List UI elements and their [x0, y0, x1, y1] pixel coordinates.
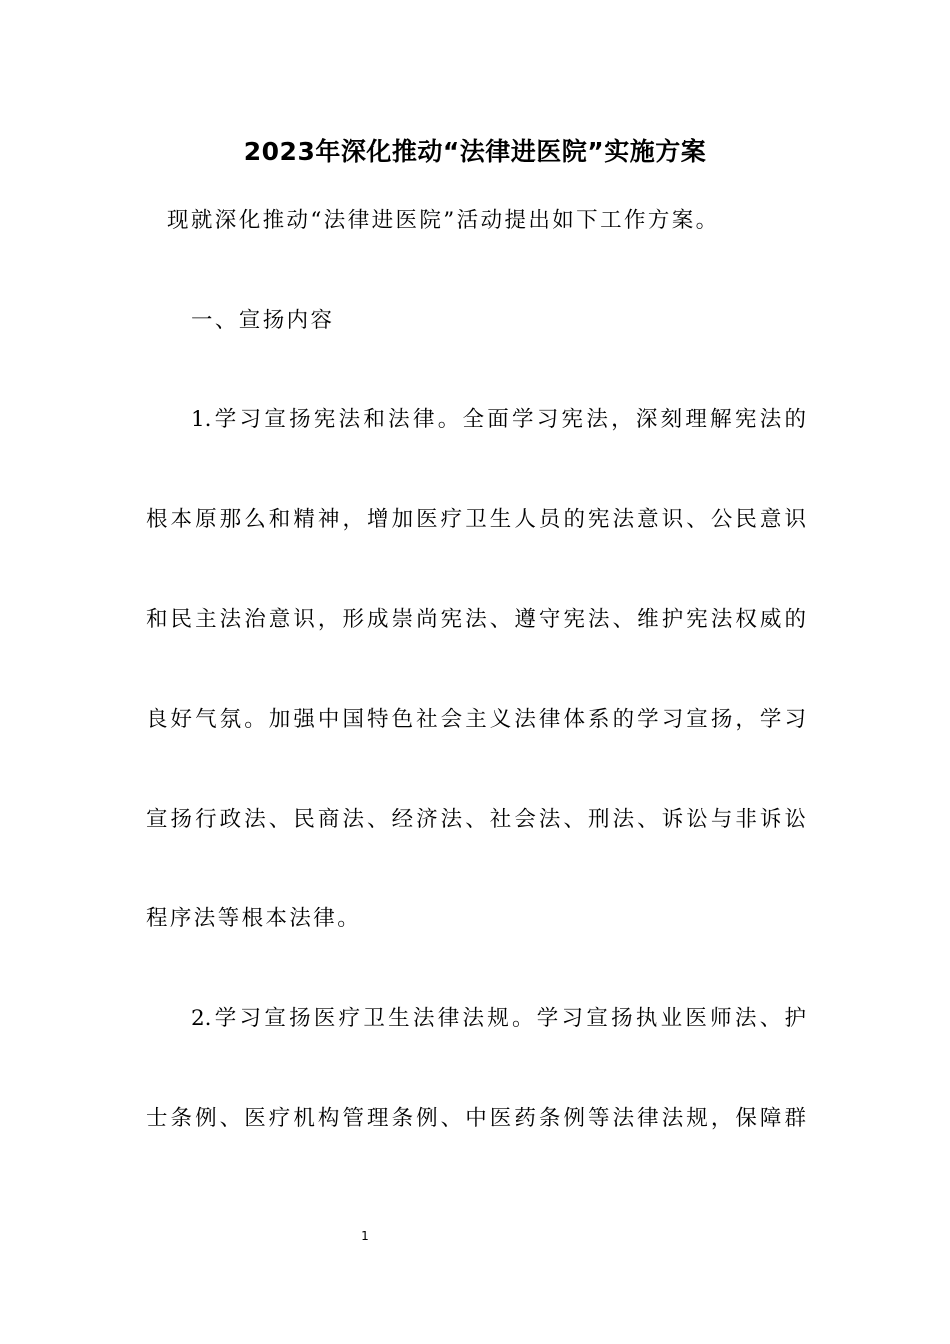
para1-line-5: 宣扬行政法、民商法、经济法、社会法、刑法、诉讼与非诉讼 — [146, 807, 806, 832]
para1-line-4: 良好气氛。加强中国特色社会主义法律体系的学习宣扬，学习 — [146, 707, 806, 732]
para1-line-3: 和民主法治意识，形成崇尚宪法、遵守宪法、维护宪法权威的 — [146, 607, 806, 632]
document-title: 2023年深化推动“法律进医院”实施方案 — [243, 137, 707, 166]
para1-line-1: 1.学习宣扬宪法和法律。全面学习宪法，深刻理解宪法的 — [191, 407, 806, 432]
para2-line-2: 士条例、医疗机构管理条例、中医药条例等法律法规，保障群 — [146, 1106, 806, 1131]
section-heading: 一、宣扬内容 — [191, 308, 335, 333]
intro-paragraph: 现就深化推动“法律进医院”活动提出如下工作方案。 — [167, 208, 720, 233]
para2-line-1: 2.学习宣扬医疗卫生法律法规。学习宣扬执业医师法、护 — [191, 1006, 806, 1031]
para1-line-2: 根本原那么和精神，增加医疗卫生人员的宪法意识、公民意识 — [146, 507, 806, 532]
page-number: 1 — [361, 1229, 369, 1243]
para1-line-6: 程序法等根本法律。 — [146, 906, 362, 931]
